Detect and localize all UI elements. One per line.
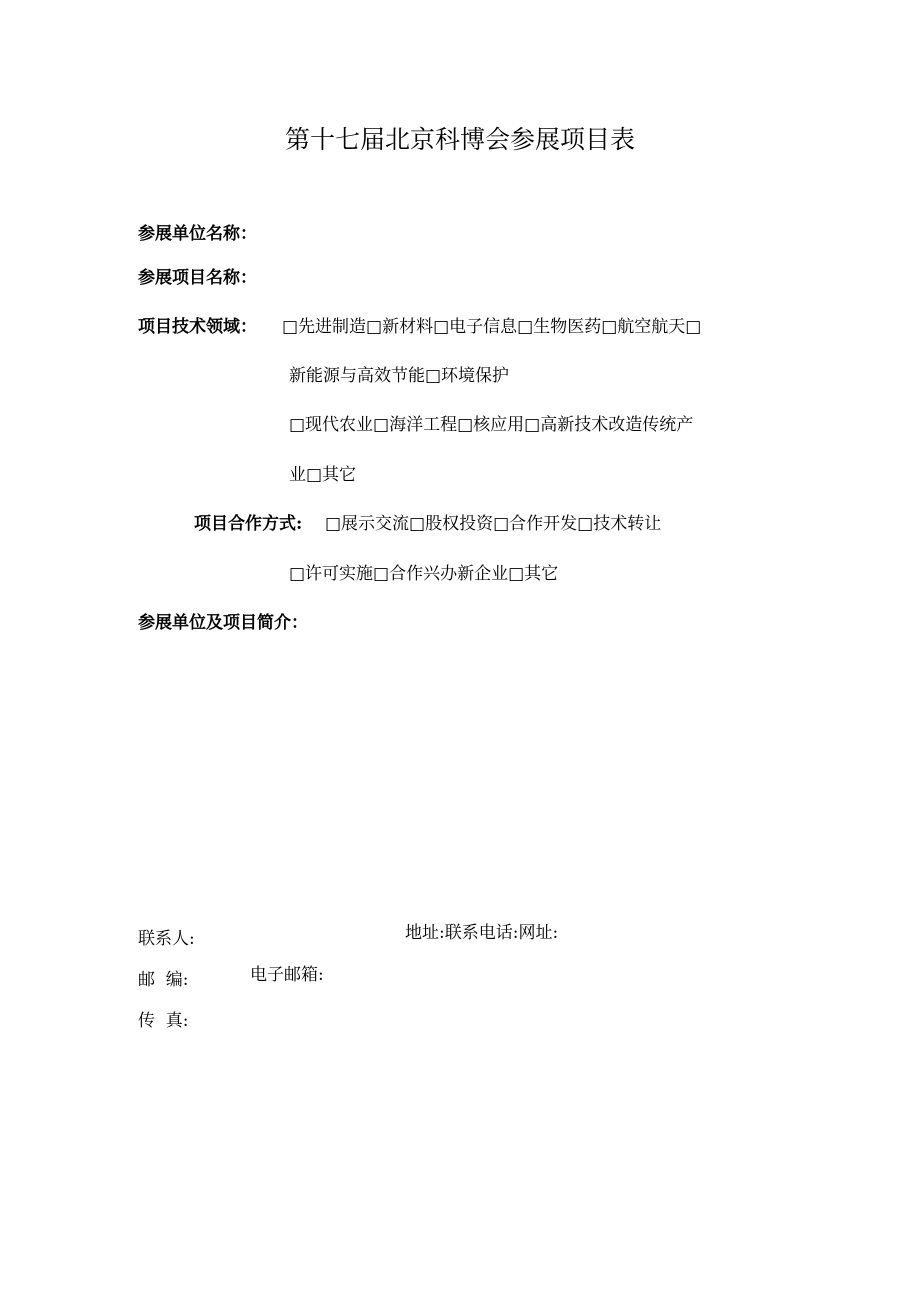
fax-label: 传 真: — [138, 1011, 189, 1031]
unit-name-label: 参展单位名称： — [138, 224, 257, 244]
tech-field-line-1: □先进制造□新材料□电子信息□生物医药□航空航天□ — [282, 317, 702, 337]
tech-field-label: 项目技术领域： — [138, 317, 257, 337]
intro-label: 参展单位及项目简介： — [138, 613, 308, 633]
tech-field-line-4: 业□其它 — [289, 465, 357, 485]
address-phone-web-label: 地址:联系电话:网址: — [405, 923, 559, 943]
email-label: 电子邮箱: — [250, 965, 324, 985]
page-title: 第十七届北京科博会参展项目表 — [284, 125, 635, 154]
contact-person-label: 联系人: — [138, 929, 195, 949]
tech-field-line-2: 新能源与高效节能□环境保护 — [289, 366, 510, 386]
tech-field-line-3: □现代农业□海洋工程□核应用□高新技术改造传统产 — [289, 415, 694, 435]
cooperation-line-1: □展示交流□股权投资□合作开发□技术转让 — [325, 514, 662, 534]
postcode-label: 邮 编: — [138, 970, 189, 990]
cooperation-label: 项目合作方式: — [194, 514, 303, 534]
project-name-label: 参展项目名称： — [138, 268, 257, 288]
cooperation-line-2: □许可实施□合作兴办新企业□其它 — [289, 564, 559, 584]
